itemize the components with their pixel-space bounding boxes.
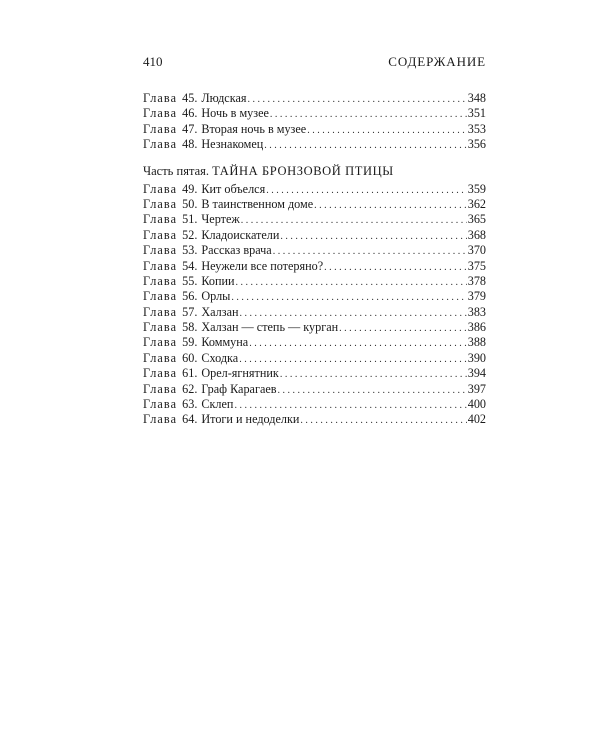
- toc-entry: [143, 320, 486, 335]
- chapter-page-number: 402: [467, 412, 486, 427]
- chapter-label: Глава: [143, 258, 178, 273]
- chapter-number: 55.: [182, 273, 198, 288]
- chapter-title: Кит объелся: [201, 181, 266, 196]
- dot-leader: [300, 413, 466, 428]
- page-number: 410: [143, 54, 163, 69]
- chapter-number: 63.: [182, 397, 198, 412]
- chapter-label: Глава: [143, 121, 178, 136]
- chapter-number: 54.: [182, 258, 198, 273]
- chapter-label: Глава: [143, 397, 178, 412]
- dot-leader: [249, 336, 467, 351]
- chapter-label: Глава: [143, 335, 178, 350]
- toc-entry: [143, 243, 486, 258]
- chapter-page-number: 353: [467, 121, 486, 136]
- toc-entry: [143, 412, 486, 427]
- dot-leader: [236, 275, 467, 290]
- toc-entry: [143, 289, 486, 304]
- chapter-page-number: 386: [467, 320, 486, 335]
- chapter-page-number: 348: [467, 91, 486, 105]
- chapter-number: 52.: [182, 227, 198, 242]
- table-of-contents: [143, 91, 486, 428]
- chapter-page-number: 351: [467, 106, 486, 121]
- chapter-title: Коммуна: [201, 335, 249, 350]
- dot-leader: [339, 321, 467, 336]
- dot-leader: [270, 107, 467, 122]
- toc-entry: [143, 351, 486, 366]
- chapter-page-number: 390: [467, 350, 486, 365]
- dot-leader: [240, 306, 467, 321]
- chapter-number: 57.: [182, 304, 198, 319]
- chapter-title: Итоги и недоделки: [201, 412, 300, 427]
- chapter-title: Незнакомец: [201, 137, 264, 152]
- chapter-number: 47.: [182, 121, 198, 136]
- chapter-number: 49.: [182, 181, 198, 196]
- chapter-number: 64.: [182, 412, 198, 427]
- chapter-label: Глава: [143, 196, 178, 211]
- toc-entry: [143, 228, 486, 243]
- chapter-page-number: 365: [467, 212, 486, 227]
- chapter-title: Халзан — степь — курган: [201, 320, 339, 335]
- dot-leader: [239, 352, 467, 367]
- toc-entry: [143, 274, 486, 289]
- chapter-page-number: 388: [467, 335, 486, 350]
- dot-leader: [266, 183, 467, 198]
- chapter-title: Неужели все потеряно?: [201, 258, 324, 273]
- dot-leader: [307, 123, 467, 138]
- toc-entry: [143, 259, 486, 274]
- chapter-title: Граф Карагаев: [201, 381, 277, 396]
- toc-entry: [143, 122, 486, 137]
- chapter-label: Глава: [143, 320, 178, 335]
- chapter-number: 45.: [182, 91, 198, 105]
- toc-entry: [143, 182, 486, 197]
- toc-entry: [143, 366, 486, 381]
- chapter-title: Рассказ врача: [201, 243, 272, 258]
- dot-leader: [314, 198, 467, 213]
- chapter-page-number: 400: [467, 397, 486, 412]
- chapter-label: Глава: [143, 381, 178, 396]
- chapter-label: Глава: [143, 243, 178, 258]
- toc-entry: [143, 212, 486, 227]
- chapter-page-number: 397: [467, 381, 486, 396]
- chapter-page-number: 359: [467, 181, 486, 196]
- toc-entry: [143, 197, 486, 212]
- chapter-number: 58.: [182, 320, 198, 335]
- chapter-title: Сходка: [201, 350, 239, 365]
- chapter-title: Вторая ночь в музее: [201, 121, 307, 136]
- part-label: Часть пятая.: [143, 163, 209, 178]
- chapter-title: Орел-ягнятник: [201, 366, 279, 381]
- chapter-number: 48.: [182, 137, 198, 152]
- chapter-number: 56.: [182, 289, 198, 304]
- toc-group-part-five: [143, 182, 486, 428]
- chapter-page-number: 383: [467, 304, 486, 319]
- dot-leader: [280, 229, 466, 244]
- part-title: ТАЙНА БРОНЗОВОЙ ПТИЦЫ: [212, 163, 394, 178]
- chapter-number: 61.: [182, 366, 198, 381]
- chapter-label: Глава: [143, 304, 178, 319]
- chapter-title: Халзан: [201, 304, 239, 319]
- chapter-title: Ночь в музее: [201, 106, 269, 121]
- chapter-label: Глава: [143, 91, 178, 105]
- chapter-page-number: 375: [467, 258, 486, 273]
- chapter-number: 50.: [182, 196, 198, 211]
- chapter-label: Глава: [143, 289, 178, 304]
- chapter-title: Копии: [201, 273, 235, 288]
- chapter-label: Глава: [143, 350, 178, 365]
- toc-entry: [143, 91, 486, 106]
- chapter-number: 59.: [182, 335, 198, 350]
- dot-leader: [280, 367, 467, 382]
- chapter-title: Людская: [201, 91, 247, 105]
- chapter-number: 51.: [182, 212, 198, 227]
- dot-leader: [273, 244, 467, 259]
- dot-leader: [278, 383, 467, 398]
- chapter-title: Чертеж: [201, 212, 240, 227]
- chapter-label: Глава: [143, 212, 178, 227]
- chapter-title: Орлы: [201, 289, 231, 304]
- toc-entry: [143, 382, 486, 397]
- chapter-page-number: 368: [467, 227, 486, 242]
- toc-entry: [143, 106, 486, 121]
- dot-leader: [247, 92, 466, 107]
- running-head: [143, 54, 486, 70]
- toc-entry: [143, 335, 486, 350]
- chapter-title: В таинственном доме: [201, 196, 314, 211]
- dot-leader: [234, 398, 466, 413]
- dot-leader: [241, 213, 467, 228]
- chapter-title: Кладоискатели: [201, 227, 280, 242]
- dot-leader: [231, 290, 466, 305]
- chapter-label: Глава: [143, 106, 178, 121]
- chapter-number: 53.: [182, 243, 198, 258]
- chapter-page-number: 379: [467, 289, 486, 304]
- chapter-page-number: 378: [467, 273, 486, 288]
- chapter-label: Глава: [143, 227, 178, 242]
- chapter-label: Глава: [143, 273, 178, 288]
- chapter-title: Склеп: [201, 397, 234, 412]
- dot-leader: [324, 260, 467, 275]
- chapter-page-number: 356: [467, 137, 486, 152]
- running-section-title: СОДЕРЖАНИЕ: [388, 54, 486, 69]
- chapter-page-number: 362: [467, 196, 486, 211]
- chapter-number: 60.: [182, 350, 198, 365]
- chapter-page-number: 370: [467, 243, 486, 258]
- dot-leader: [264, 138, 466, 153]
- chapter-label: Глава: [143, 137, 178, 152]
- toc-entry: [143, 397, 486, 412]
- toc-entry: [143, 137, 486, 152]
- part-heading: [143, 163, 486, 179]
- chapter-number: 46.: [182, 106, 198, 121]
- toc-entry: [143, 305, 486, 320]
- chapter-label: Глава: [143, 366, 178, 381]
- chapter-page-number: 394: [467, 366, 486, 381]
- toc-group-part-four-end: [143, 91, 486, 153]
- chapter-number: 62.: [182, 381, 198, 396]
- chapter-label: Глава: [143, 412, 178, 427]
- chapter-label: Глава: [143, 181, 178, 196]
